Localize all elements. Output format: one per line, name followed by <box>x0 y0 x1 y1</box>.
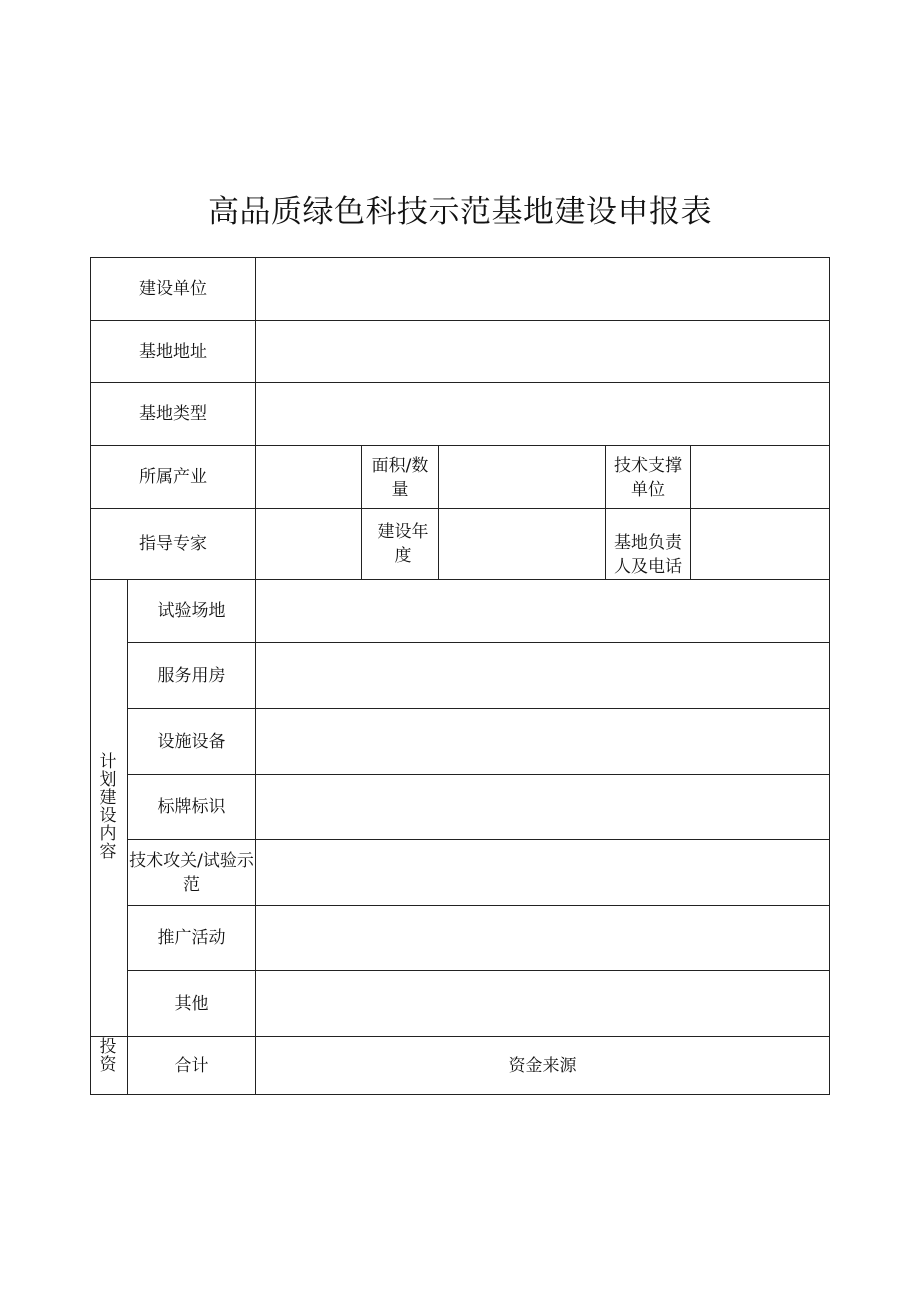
guiding-expert-field[interactable] <box>256 509 361 579</box>
plan-item-field[interactable] <box>256 775 829 839</box>
plan-item-label: 设施设备 <box>157 731 226 752</box>
plan-item-field[interactable] <box>256 643 829 708</box>
plan-item-label: 试验场地 <box>157 601 226 621</box>
plan-item-field[interactable] <box>256 840 829 905</box>
tech-support-unit-field[interactable] <box>691 446 829 508</box>
plan-item-label: 服务用房 <box>157 665 226 686</box>
plan-item-label: 其他 <box>174 993 209 1014</box>
construction-year-field[interactable] <box>439 509 605 579</box>
fund-source-label: 资金来源 <box>508 1055 577 1076</box>
guiding-expert-label: 指导专家 <box>139 534 207 554</box>
plan-item-label: 技术攻关/试验示范 <box>129 850 254 895</box>
column-divider <box>605 445 606 579</box>
base-address-label: 基地地址 <box>139 341 207 362</box>
industry-field[interactable] <box>256 446 361 508</box>
table-border-right <box>829 257 830 1095</box>
plan-item-label: 标牌标识 <box>157 797 226 817</box>
base-leader-phone-field[interactable] <box>691 509 829 579</box>
investment-label: 投资 <box>99 1037 117 1075</box>
plan-item-field[interactable] <box>256 971 829 1036</box>
plan-section-label: 计划建设内容 <box>99 752 117 862</box>
construction-unit-field[interactable] <box>256 258 829 320</box>
plan-item-label: 推广活动 <box>157 928 226 948</box>
construction-unit-label: 建设单位 <box>139 279 207 299</box>
base-address-field[interactable] <box>256 321 829 382</box>
tech-support-unit-label: 技术支撑单位 <box>614 456 682 500</box>
construction-year-label: 建设年度 <box>377 522 429 566</box>
plan-item-field[interactable] <box>256 709 829 774</box>
area-quantity-label: 面积/数量 <box>371 456 429 500</box>
investment-total-label: 合计 <box>174 1055 209 1076</box>
column-divider <box>361 445 362 579</box>
plan-item-field[interactable] <box>256 580 829 642</box>
base-leader-phone-label: 基地负责人及电话 <box>614 533 682 577</box>
table-border-bottom <box>90 1094 830 1095</box>
area-quantity-field[interactable] <box>439 446 605 508</box>
base-type-label: 基地类型 <box>139 404 207 424</box>
industry-label: 所属产业 <box>139 467 207 487</box>
form-title: 高品质绿色科技示范基地建设申报表 <box>208 194 712 230</box>
base-type-field[interactable] <box>256 383 829 445</box>
plan-item-field[interactable] <box>256 906 829 970</box>
